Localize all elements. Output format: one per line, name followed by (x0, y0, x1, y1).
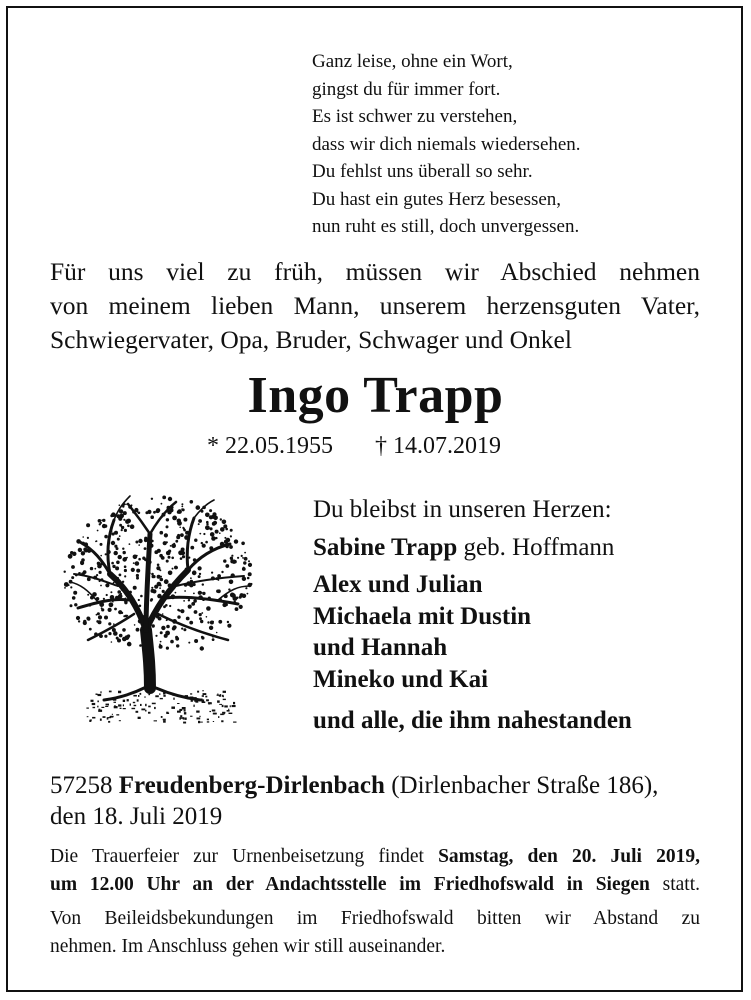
mourners-lead: Du bleibst in unseren Herzen: (313, 496, 612, 523)
condolence-line: Von Beileidsbekundungen im Friedhofswald bitten wir Abstand zu (50, 908, 700, 929)
poem-line: Du fehlst uns überall so sehr. (312, 161, 533, 182)
funeral-text: statt. (662, 874, 701, 895)
address-line (50, 770, 658, 801)
family-line: Michaela mit Dustin (313, 602, 532, 630)
town: Freudenberg-Dirlenbach (118, 772, 385, 799)
condolence-line: nehmen. Im Anschluss gehen wir still auseinander. (50, 936, 446, 957)
street: (Dirlenbacher Straße 186), (391, 772, 659, 799)
postal-code: 57258 (50, 772, 113, 799)
mourners (313, 493, 632, 737)
poem-line: dass wir dich niemals wiedersehen. (312, 133, 581, 155)
poem (312, 48, 581, 241)
mourners-closing: und alle, die ihm nahestanden (313, 707, 632, 734)
birth-date: * 22.05.1955 (207, 433, 333, 459)
family-line: Mineko und Kai (313, 665, 489, 693)
funeral-time-place: um 12.00 Uhr an der Andachtsstelle im Friedhofswald in Siegen (50, 874, 650, 895)
tree-canopy (64, 496, 253, 651)
announcement-date: den 18. Juli 2019 (50, 803, 223, 830)
life-dates (207, 430, 501, 462)
family-line: Alex und Julian (313, 571, 483, 598)
tree-icon (58, 490, 258, 730)
death-date: † 14.07.2019 (375, 433, 501, 459)
place-and-date (50, 770, 658, 832)
intro-line: von meinem lieben Mann, unserem herzensguten Vater, (50, 291, 700, 320)
funeral-line (50, 843, 700, 871)
family-line: und Hannah (313, 634, 448, 661)
spouse-line (313, 531, 632, 564)
poem-line: Es ist schwer zu verstehen, (312, 106, 518, 127)
spouse-name: Sabine Trapp (313, 534, 458, 561)
poem-line: gingst du für immer fort. (312, 78, 501, 100)
intro-text (50, 255, 700, 357)
intro-line: Schwiegervater, Opa, Bruder, Schwager und Onkel (50, 325, 572, 354)
poem-line: Du hast ein gutes Herz besessen, (312, 188, 562, 210)
funeral-notice (50, 843, 700, 961)
funeral-line (50, 871, 700, 899)
funeral-date: Samstag, den 20. Juli 2019, (438, 846, 700, 867)
funeral-text: Die Trauerfeier zur Urnenbeisetzung findet (50, 846, 424, 867)
poem-line: nun ruht es still, doch unvergessen. (312, 216, 580, 237)
deceased-name: Ingo Trapp (247, 367, 504, 424)
poem-line: Ganz leise, ohne ein Wort, (312, 51, 513, 72)
intro-line: Für uns viel zu früh, müssen wir Abschied nehmen (50, 257, 700, 286)
tree-ground (86, 690, 236, 723)
spouse-maiden-name: geb. Hoffmann (463, 534, 615, 561)
